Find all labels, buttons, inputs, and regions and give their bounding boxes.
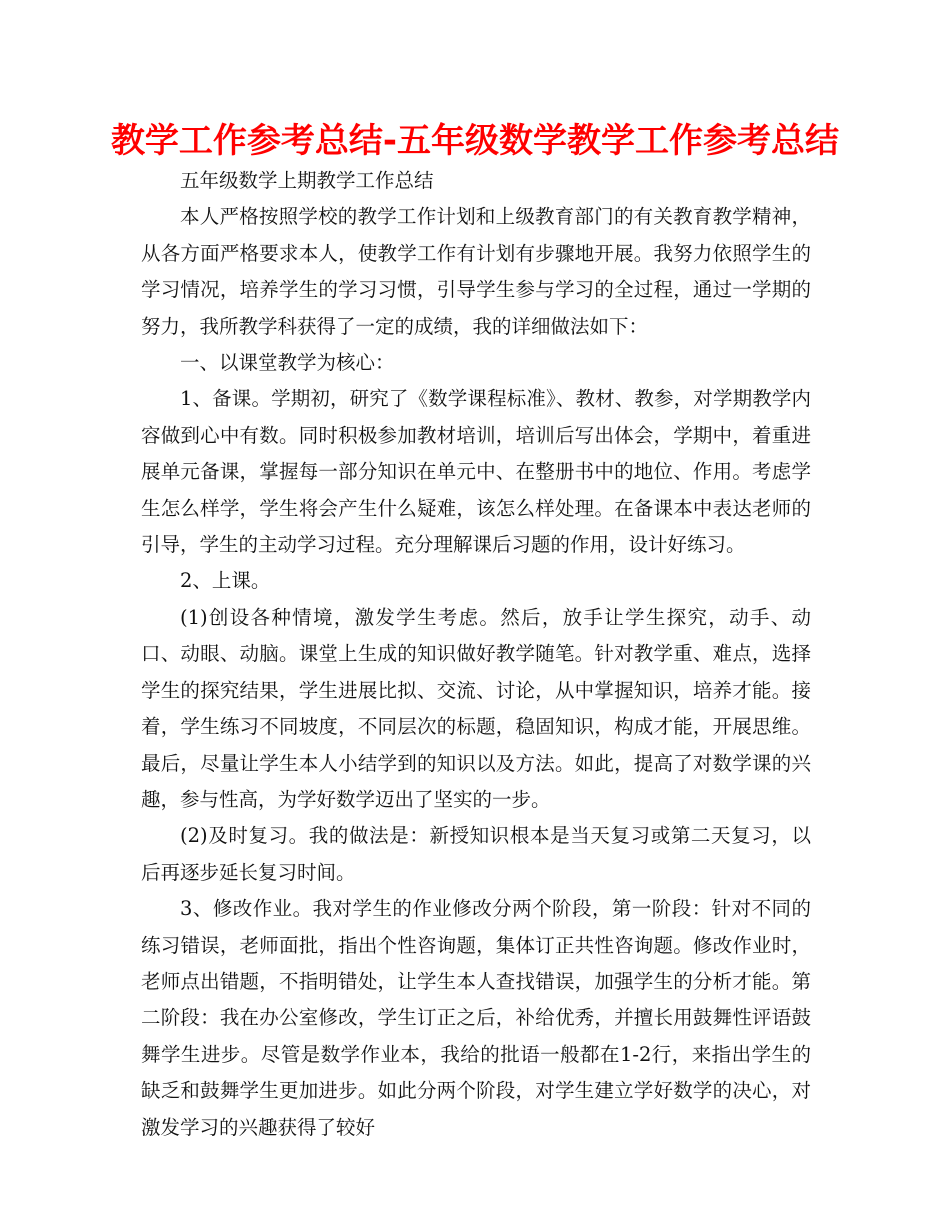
section-heading: 一、以课堂教学为核心： bbox=[180, 351, 395, 375]
review-paragraph: (2)及时复习。我的做法是：新授知识根本是当天复习或第二天复习，以后再逐步延长复习时间。 bbox=[141, 824, 811, 884]
lesson-prep-paragraph: 1、备课。学期初，研究了《数学课程标准》、教材、教参，对学期教学内容做到心中有数。同时积极参加教材培训，培训后写出体会，学期中，着重进展单元备课，掌握每一部分知识在单元中、在整册书中的地位、作用。考虑学生怎么样学，学生将会产生什么疑难，该怎么样处理。在备课本中表达老师的引导，学生的主动学习过程。充分理解课后习题的作用，设计好练习。 bbox=[141, 387, 811, 557]
homework-paragraph: 3、修改作业。我对学生的作业修改分两个阶段，第一阶段：针对不同的练习错误，老师面批，指出个性咨询题，集体订正共性咨询题。修改作业时，老师点出错题，不指明错处，让学生本人查找错误，加强学生的分析才能。第二阶段：我在办公室修改，学生订正之后，补给优秀，并擅长用鼓舞性评语鼓舞学生进步。尽管是数学作业本，我给的批语一般都在1-2行，来指出学生的缺乏和鼓舞学生更加进步。如此分两个阶段，对学生建立学好数学的决心，对激发学习的兴趣获得了较好 bbox=[141, 897, 811, 1139]
class-heading: 2、上课。 bbox=[180, 569, 271, 593]
situation-paragraph: (1)创设各种情境，激发学生考虑。然后，放手让学生探究，动手、动口、动眼、动脑。课堂上生成的知识做好教学随笔。针对教学重、难点，选择学生的探究结果，学生进展比拟、交流、讨论，从中掌握知识，培养才能。接着，学生练习不同坡度，不同层次的标题，稳固知识，构成才能，开展思维。最后，尽量让学生本人小结学到的知识以及方法。如此，提高了对数学课的兴趣，参与性高，为学好数学迈出了坚实的一步。 bbox=[141, 605, 811, 811]
intro-paragraph: 本人严格按照学校的教学工作计划和上级教育部门的有关教育教学精神，从各方面严格要求本人，使教学工作有计划有步骤地开展。我努力依照学生的学习情况，培养学生的学习习惯，引导学生参与学习的全过程，通过一学期的努力，我所教学科获得了一定的成绩，我的详细做法如下： bbox=[141, 205, 811, 338]
subtitle-paragraph: 五年级数学上期教学工作总结 bbox=[180, 169, 434, 192]
document-body bbox=[141, 163, 811, 1146]
document-title: 教学工作参考总结-五年级数学教学工作参考总结 bbox=[110, 121, 840, 161]
